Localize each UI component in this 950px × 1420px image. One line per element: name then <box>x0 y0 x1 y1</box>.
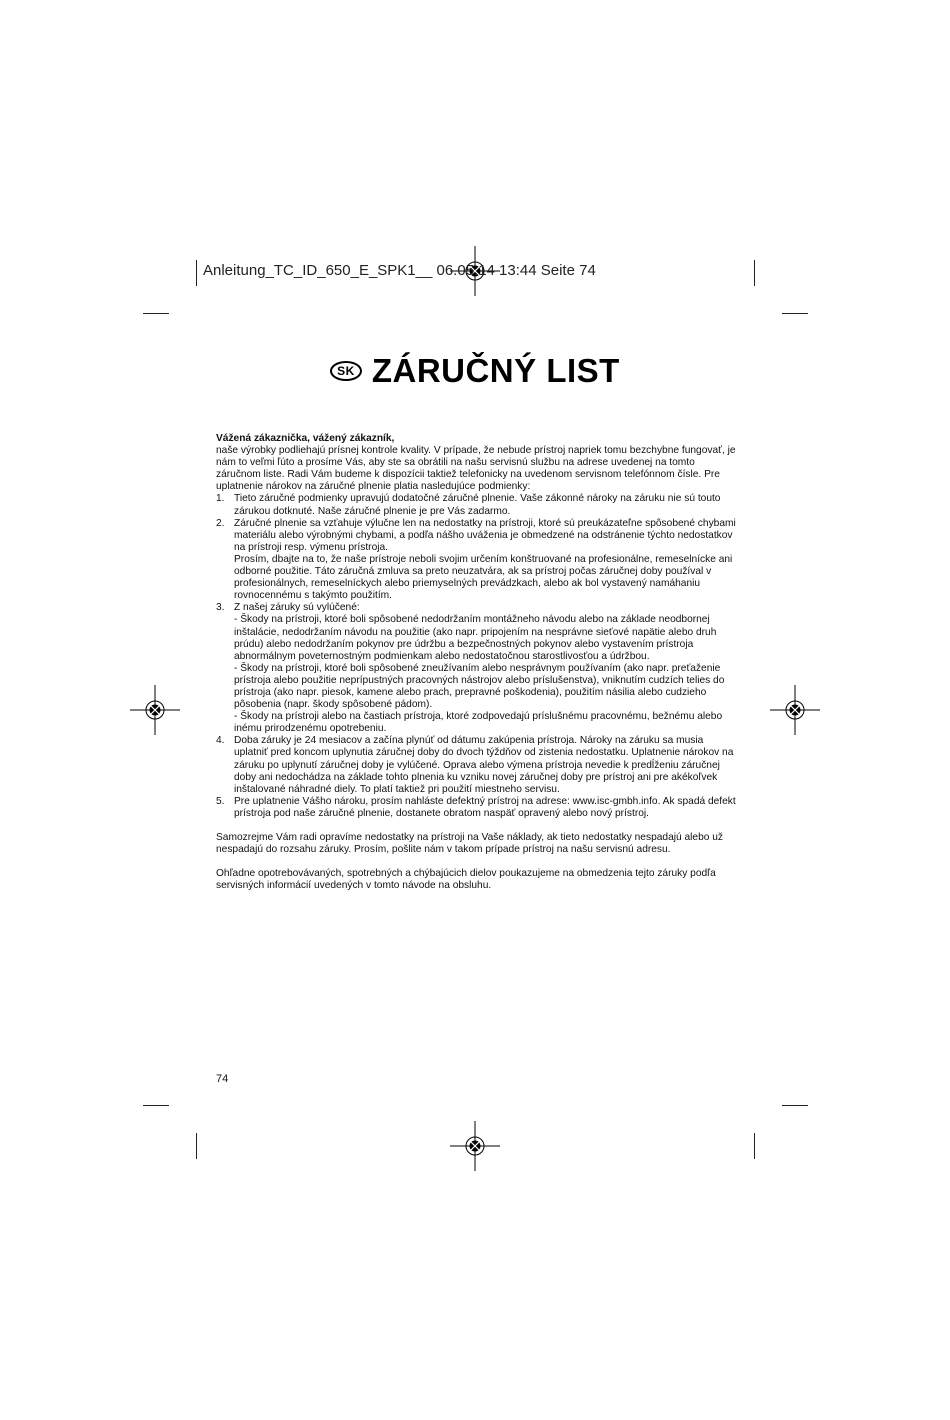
closing-paragraph-1: Samozrejme Vám radi opravíme nedostatky na prístroji na Vaše náklady, ak tieto nedostatky nespadajú alebo už nespadajú do rozsahu záruky. Prosím, pošlite nám v takom prípade prístroj na našu servisnú adresu. <box>216 832 724 856</box>
page-title <box>330 352 620 390</box>
condition-item <box>216 518 738 603</box>
condition-text: Záručné plnenie sa vzťahuje výlučne len na nedostatky na prístroji, ktoré sú preukázateľne spôsobené chybami materiálu alebo výrobnými chybami, a podľa nášho uváženia je obmedzené na odstránenie týchto nedostatkov na prístroji resp. výmenu prístroja. <box>234 517 736 553</box>
condition-item <box>216 735 738 795</box>
condition-text: - Škody na prístroji alebo na častiach prístroja, ktoré zodpovedajú príslušnému pracovnému, bežnému alebo inému prirodzenému opotrebeniu. <box>234 711 723 735</box>
conditions-list <box>216 493 738 820</box>
condition-text: Tieto záručné podmienky upravujú dodatočné záručné plnenie. Vaše zákonné nároky na záruku nie sú touto zárukou dotknuté. Naše záručné plnenie je pre Vás zadarmo. <box>234 493 721 517</box>
greeting: Vážená zákaznička, vážený zákazník, <box>216 433 395 444</box>
condition-text: Prosím, dbajte na to, že naše prístroje neboli svojim určením konštruované na profesionálne, remeselnícke ani odborné použitie. Táto záručná zmluva sa preto neuzatvára, ak sa prístroj počas záručnej doby používal v profesionálnych, remeselníckych alebo priemyselných prevádzkach, alebo ak bol vystavený namáhaniu rovnocennému s takýmto použitím. <box>234 553 733 602</box>
crop-mark-top-left-vertical <box>196 260 197 286</box>
registration-mark-bottom-icon <box>450 1121 500 1171</box>
registration-mark-right-icon <box>770 685 820 735</box>
condition-text: - Škody na prístroji, ktoré boli spôsobené nedodržaním montážneho návodu alebo na základe neodbornej inštalácie, nedodržaním návodu na použitie (ako napr. pripojením na nesprávne sieťové napätie alebo druh prúdu) alebo nedodržaním pokynov pre údržbu a bezpečnostných pokynov alebo vystavením prístroja abnormálnym poveternostným podmienkam alebo nedostatočnou starostlivosťou a údržbou. <box>234 614 717 662</box>
print-imprint-line: Anleitung_TC_ID_650_E_SPK1__ 06.05.14 13:44 Seite 74 <box>203 262 596 279</box>
crop-mark-bottom-left-horizontal <box>143 1105 169 1106</box>
registration-mark-left-icon <box>130 685 180 735</box>
page-title-text: ZÁRUČNÝ LIST <box>371 352 620 389</box>
condition-item <box>216 796 738 820</box>
condition-item <box>216 602 738 735</box>
crop-mark-bottom-left-vertical <box>196 1133 197 1159</box>
language-badge: SK <box>330 361 362 381</box>
page-title-wrap <box>0 352 950 390</box>
condition-number: 2. <box>216 517 225 529</box>
page-number: 74 <box>216 1073 229 1085</box>
crop-mark-top-left-horizontal <box>143 313 169 314</box>
crop-mark-bottom-right-horizontal <box>782 1105 808 1106</box>
warranty-body <box>216 433 738 892</box>
crop-mark-top-right-horizontal <box>782 313 808 314</box>
condition-number: 1. <box>216 493 225 505</box>
closing-paragraph-2: Ohľadne opotrebovávaných, spotrebných a chýbajúcich dielov poukazujeme na obmedzenia tejto záruky podľa servisných informácií uvedených v tomto návode na obsluhu. <box>216 868 716 892</box>
crop-mark-top-right-vertical <box>754 260 755 286</box>
condition-text: Z našej záruky sú vylúčené: <box>234 602 360 614</box>
crop-mark-bottom-right-vertical <box>754 1133 755 1159</box>
condition-text: Pre uplatnenie Vášho nároku, prosím nahláste defektný prístroj na adrese: www.isc-gmbh.info. Ak spadá defekt prístroja pod naše záručné plnenie, dostanete obratom naspäť opravený alebo nový prístroj. <box>234 795 736 819</box>
intro-paragraph: naše výrobky podliehajú prísnej kontrole kvality. V prípade, že nebude prístroj napriek tomu bezchybne fungovať, je nám to veľmi ľúto a prosíme Vás, aby ste sa obrátili na našu servisnú službu na adrese uvedenej na tomto záručnom liste. Radi Vám budeme k dispozícii taktiež telefonicky na uvedenom servisnom telefónnom čísle. Pre uplatnenie nárokov na záručné plnenie platia nasledujúce podmienky: <box>216 445 736 493</box>
condition-item <box>216 493 738 517</box>
condition-number: 4. <box>216 735 225 747</box>
condition-number: 3. <box>216 602 225 614</box>
condition-number: 5. <box>216 795 225 807</box>
condition-text: - Škody na prístroji, ktoré boli spôsobené zneužívaním alebo nesprávnym používaním (ako napr. preťaženie prístroja alebo použitie neprípustných pracovných nástrojov alebo príslušenstva), vniknutím cudzích telies do prístroja (ako napr. piesok, kamene alebo prach, prepravné poškodenia), použitím násilia alebo cudzieho pôsobenia (napr. škody spôsobené pádom). <box>234 662 725 711</box>
condition-text: Doba záruky je 24 mesiacov a začína plynúť od dátumu zakúpenia prístroja. Nároky na záruku sa musia uplatniť pred koncom uplynutia záručnej doby do dvoch týždňov od zistenia nedostatku. Uplatnenie nárokov na záruku po uplynutí záručnej doby je vylúčené. Oprava alebo výmena prístroja nevedie k predĺženiu záručnej doby ani nedochádza na základe tohto plnenia ku vzniku novej záručnej doby pre prístroj ani pre akékoľvek inštalované náhradné diely. To platí taktiež pri použití miestneho servisu. <box>234 735 734 795</box>
